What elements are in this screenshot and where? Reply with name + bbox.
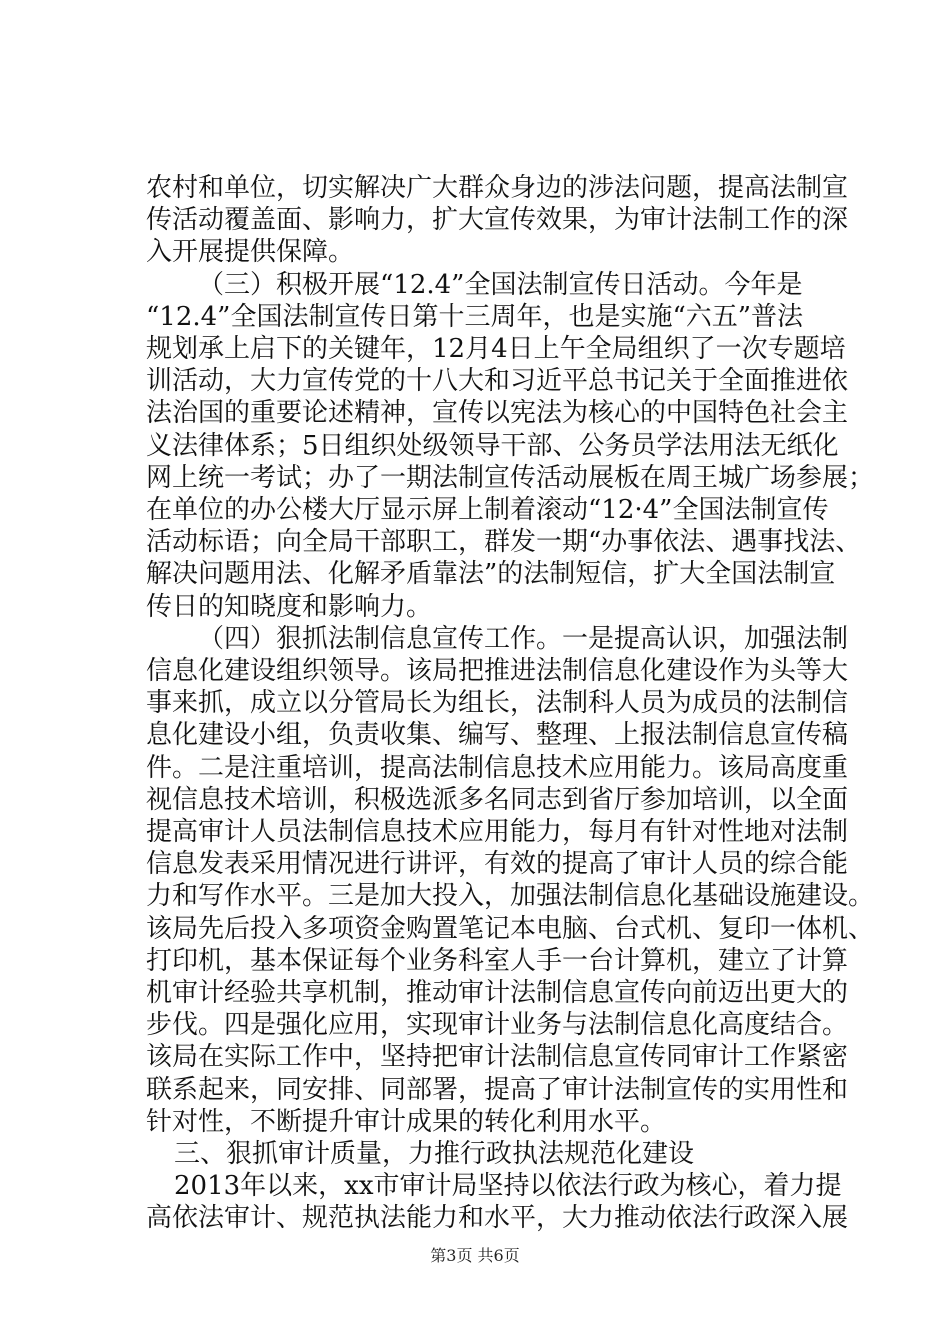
text-line: 打印机，基本保证每个业务科室人手一台计算机，建立了计算 [146, 945, 849, 976]
text-line: 传活动覆盖面、影响力，扩大宣传效果，为审计法制工作的深 [146, 205, 849, 236]
text-line: （四）狠抓法制信息宣传工作。一是提高认识，加强法制 [198, 623, 849, 654]
text-line: 步伐。四是强化应用，实现审计业务与法制信息化高度结合。 [146, 1010, 849, 1041]
text-line: （三）积极开展“12.4”全国法制宣传日活动。今年是 [198, 269, 803, 300]
text-line: 入开展提供保障。 [146, 237, 355, 268]
text-line: 在单位的办公楼大厅显示屏上制着滚动“12·4”全国法制宣传 [146, 495, 829, 525]
text-line: 件。二是注重培训，提高法制信息技术应用能力。该局高度重 [146, 752, 849, 783]
text-line: 该局在实际工作中，坚持把审计法制信息宣传同审计工作紧密 [146, 1042, 849, 1073]
text-line: 信息发表采用情况进行讲评，有效的提高了审计人员的综合能 [146, 849, 849, 880]
text-line: 2013年以来，xx市审计局坚持以依法行政为核心，着力提 [174, 1171, 842, 1202]
text-line: 机审计经验共享机制，推动审计法制信息宣传向前迈出更大的 [146, 978, 849, 1008]
text-line: 信息化建设组织领导。该局把推进法制信息化建设作为头等大 [146, 656, 849, 686]
text-line: 网上统一考试；办了一期法制宣传活动展板在周王城广场参展； [146, 462, 875, 493]
text-line: 农村和单位，切实解决广大群众身边的涉法问题，提高法制宣 [146, 173, 849, 203]
text-line: 该局先后投入多项资金购置笔记本电脑、台式机、复印一体机、 [146, 913, 875, 944]
text-line: 活动标语；向全局干部职工，群发一期“办事依法、遇事找法、 [146, 527, 862, 558]
text-line: 力和写作水平。三是加大投入，加强法制信息化基础设施建设。 [146, 881, 875, 912]
text-line: 法治国的重要论述精神，宣传以宪法为核心的中国特色社会主 [146, 398, 849, 429]
text-line: 联系起来，同安排、同部署，提高了审计法制宣传的实用性和 [146, 1074, 849, 1105]
page-footer: 第3页 共6页 [430, 1246, 520, 1265]
text-line: 规划承上启下的关键年，12月4日上午全局组织了一次专题培 [146, 334, 846, 364]
text-line: 事来抓，成立以分管局长为组长，法制科人员为成员的法制信 [146, 688, 849, 719]
text-line: 训活动，大力宣传党的十八大和习近平总书记关于全面推进依 [146, 366, 849, 397]
text-line: 视信息技术培训，积极选派多名同志到省厅参加培训，以全面 [146, 784, 849, 815]
text-line: 息化建设小组，负责收集、编写、整理、上报法制信息宣传稿 [146, 720, 849, 751]
text-line: 针对性，不断提升审计成果的转化利用水平。 [146, 1106, 667, 1137]
text-line: 高依法审计、规范执法能力和水平，大力推动依法行政深入展 [146, 1203, 849, 1234]
text-line: “12.4”全国法制宣传日第十三周年，也是实施“六五”普法 [146, 301, 804, 332]
section-heading: 三、狠抓审计质量，力推行政执法规范化建设 [174, 1139, 695, 1169]
text-line: 传日的知晓度和影响力。 [146, 591, 433, 622]
text-line: 提高审计人员法制信息技术应用能力，每月有针对性地对法制 [146, 817, 849, 847]
text-line: 义法律体系；5日组织处级领导干部、公务员学法用法无纸化 [146, 430, 839, 461]
text-line: 解决问题用法、化解矛盾靠法”的法制短信，扩大全国法制宣 [146, 559, 836, 590]
